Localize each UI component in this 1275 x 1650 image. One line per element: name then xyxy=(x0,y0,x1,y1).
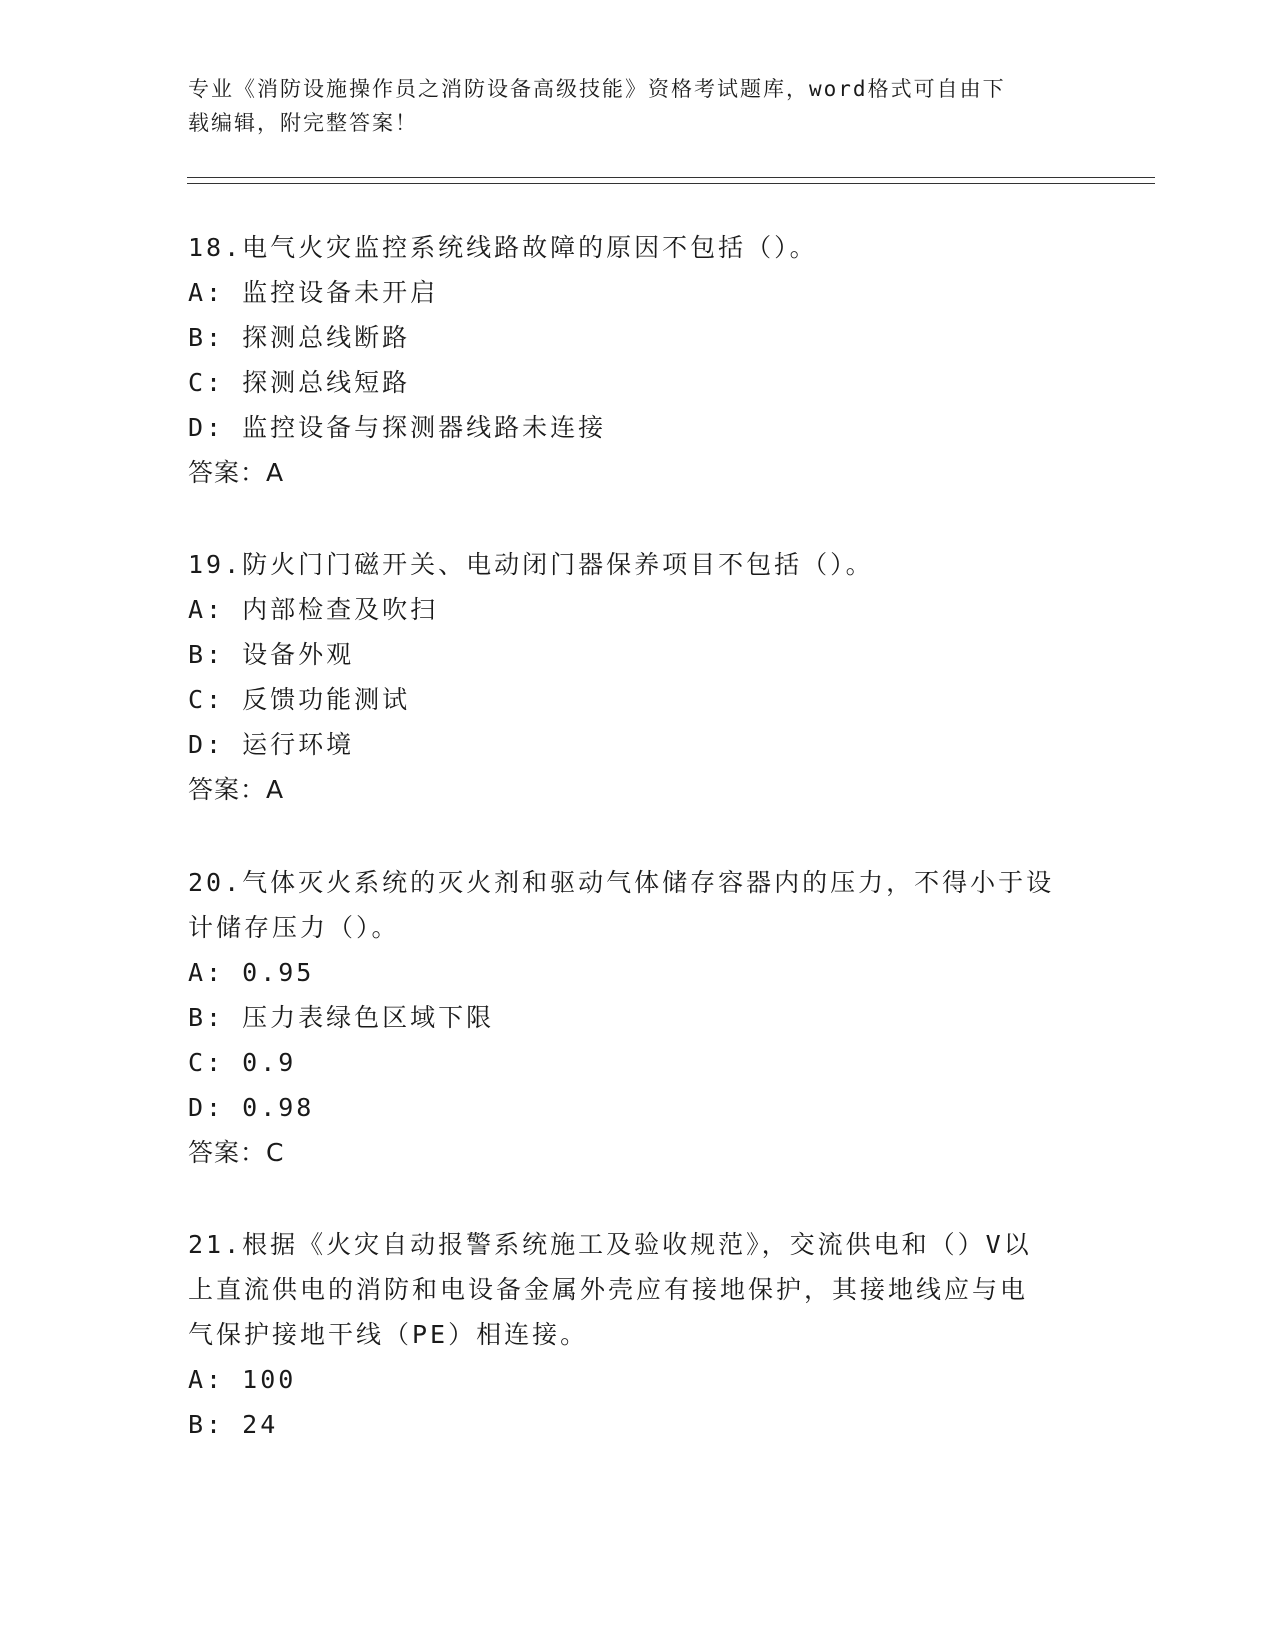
option-a: A: 监控设备未开启 xyxy=(188,278,439,307)
answer: 答案：C xyxy=(188,1138,285,1167)
question-stem-line-2: 上直流供电的消防和电设备金属外壳应有接地保护，其接地线应与电 xyxy=(188,1275,1029,1304)
option-a: A: 100 xyxy=(188,1365,297,1394)
option-c: C: 0.9 xyxy=(188,1048,297,1077)
option-a: A: 0.95 xyxy=(188,958,315,987)
header-divider-top xyxy=(187,177,1155,178)
answer: 答案：A xyxy=(188,775,285,804)
question-19 xyxy=(188,542,1088,812)
option-c: C: 反馈功能测试 xyxy=(188,685,411,714)
option-d: D: 运行环境 xyxy=(188,730,355,759)
header-line-1: 专业《消防设施操作员之消防设备高级技能》资格考试题库，word格式可自由下 xyxy=(188,77,1006,101)
question-20 xyxy=(188,860,1088,1175)
option-d: D: 0.98 xyxy=(188,1093,315,1122)
option-d: D: 监控设备与探测器线路未连接 xyxy=(188,413,607,442)
option-a: A: 内部检查及吹扫 xyxy=(188,595,439,624)
answer: 答案：A xyxy=(188,458,285,487)
header-line-2: 载编辑，附完整答案！ xyxy=(188,111,418,135)
option-b: B: 设备外观 xyxy=(188,640,355,669)
question-stem: 18.电气火灾监控系统线路故障的原因不包括（）。 xyxy=(188,233,818,262)
question-stem-line-1: 20.气体灭火系统的灭火剂和驱动气体储存容器内的压力，不得小于设 xyxy=(188,868,1055,897)
question-stem-line-2: 计储存压力（）。 xyxy=(188,913,400,942)
option-c: C: 探测总线短路 xyxy=(188,368,411,397)
header-divider-bottom xyxy=(187,183,1155,184)
option-b: B: 压力表绿色区域下限 xyxy=(188,1003,495,1032)
question-stem-line-1: 21.根据《火灾自动报警系统施工及验收规范》，交流供电和（）V以 xyxy=(188,1230,1032,1259)
question-stem-line-3: 气保护接地干线（PE）相连接。 xyxy=(188,1320,589,1349)
option-b: B: 24 xyxy=(188,1410,279,1439)
question-18 xyxy=(188,225,1088,495)
option-b: B: 探测总线断路 xyxy=(188,323,411,352)
question-21 xyxy=(188,1222,1088,1447)
question-stem: 19.防火门门磁开关、电动闭门器保养项目不包括（）。 xyxy=(188,550,874,579)
document-header xyxy=(188,72,1068,140)
